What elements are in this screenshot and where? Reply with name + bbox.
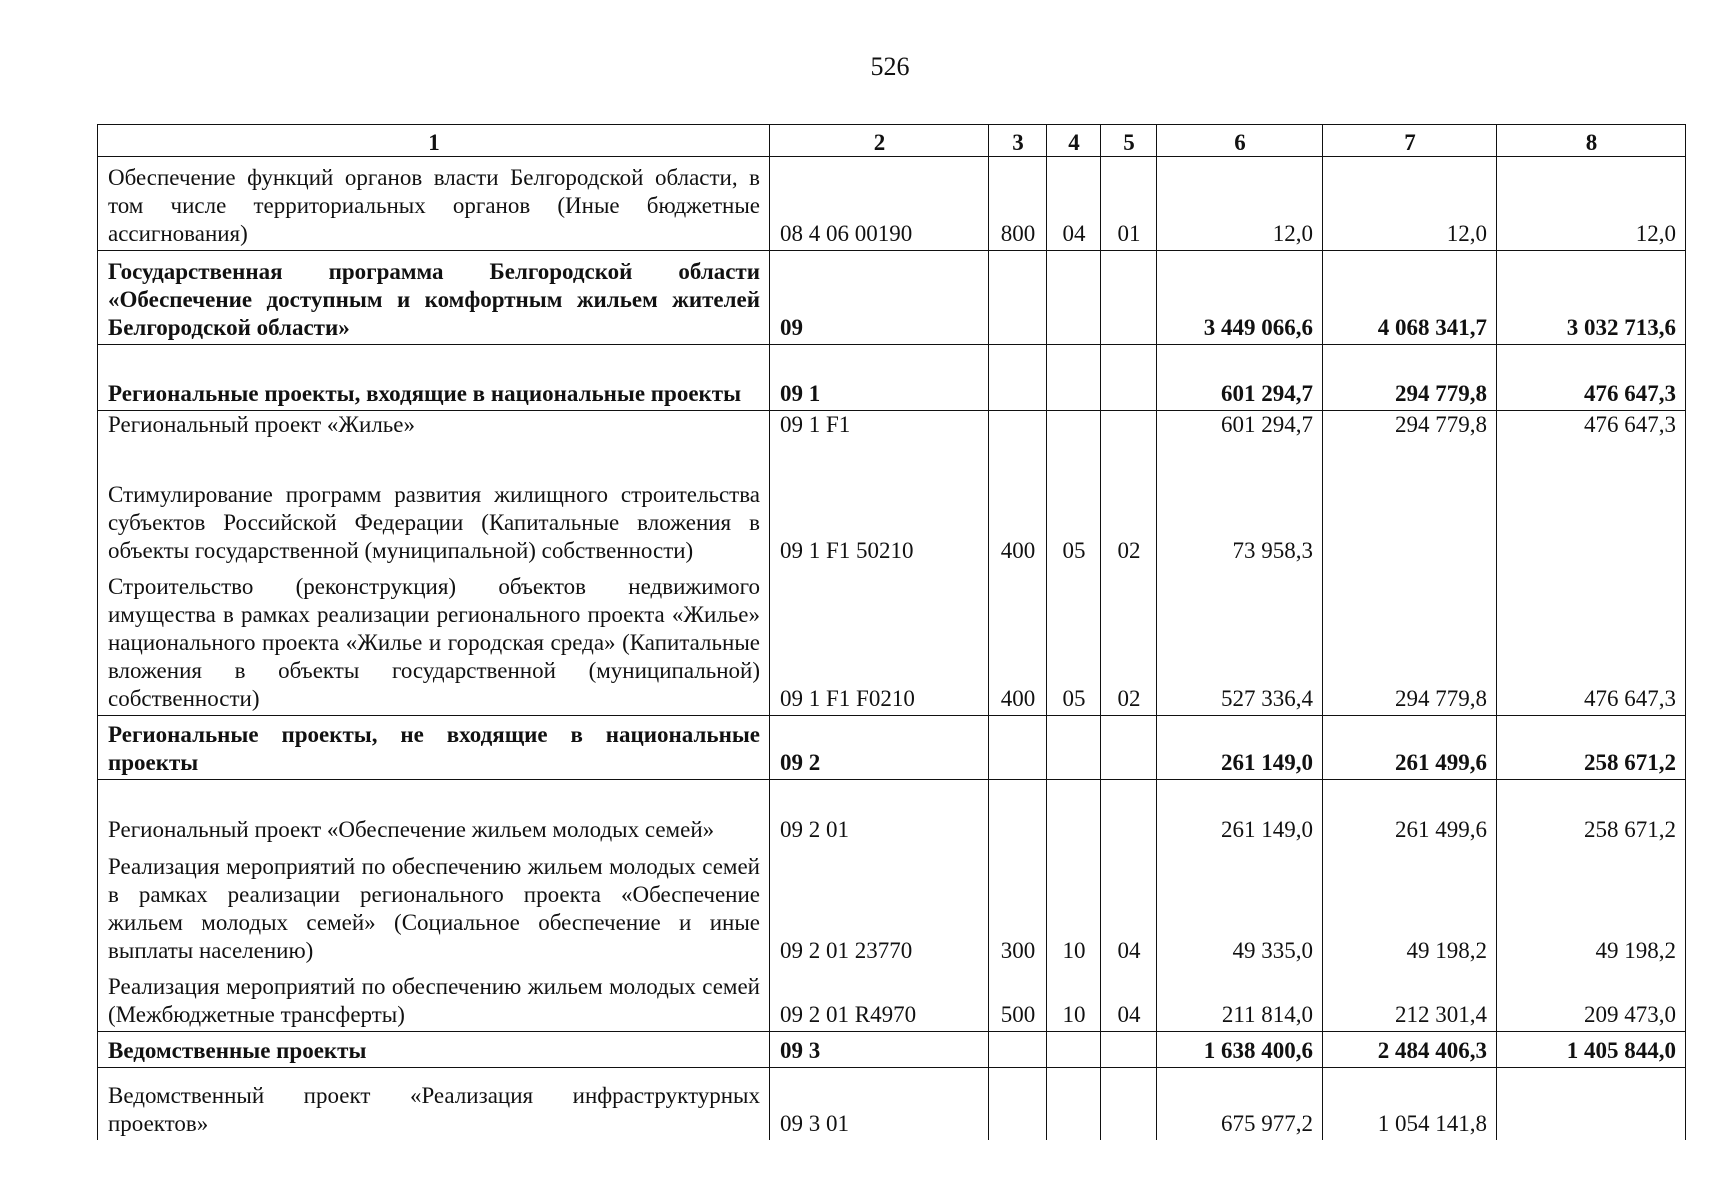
- row-name: Обеспечение функций органов власти Белгородской области, в том числе территориальных органов (Иные бюджетные ассигнования): [98, 157, 770, 251]
- row-code: 09 2 01 R4970: [770, 967, 989, 1032]
- row-col3: [989, 345, 1047, 411]
- row-col3: 400: [989, 448, 1047, 567]
- row-col3: [989, 780, 1047, 846]
- row-col7: 212 301,4: [1323, 967, 1497, 1032]
- row-code: 09 1: [770, 345, 989, 411]
- header-col-1: 1: [98, 125, 770, 157]
- row-col8: 476 647,3: [1497, 567, 1686, 716]
- row-col5: [1101, 345, 1157, 411]
- row-name: Региональный проект «Жилье»: [98, 411, 770, 448]
- row-col4: [1047, 716, 1101, 780]
- row-col6: 73 958,3: [1157, 448, 1323, 567]
- row-col6: 261 149,0: [1157, 716, 1323, 780]
- row-col8: 1 405 844,0: [1497, 1032, 1686, 1068]
- row-col7: 294 779,8: [1323, 411, 1497, 448]
- row-code: 09 3: [770, 1032, 989, 1068]
- row-col7: 2 484 406,3: [1323, 1032, 1497, 1068]
- row-code: 09 1 F1: [770, 411, 989, 448]
- row-name: Ведомственный проект «Реализация инфраструктурных проектов»: [98, 1068, 770, 1140]
- row-col6: 601 294,7: [1157, 411, 1323, 448]
- row-col4: [1047, 345, 1101, 411]
- header-col-8: 8: [1497, 125, 1686, 157]
- row-col7: 49 198,2: [1323, 846, 1497, 967]
- row-name: Реализация мероприятий по обеспечению жильем молодых семей (Межбюджетные трансферты): [98, 967, 770, 1032]
- row-col6: 261 149,0: [1157, 780, 1323, 846]
- row-col3: 300: [989, 846, 1047, 967]
- row-col8: 209 473,0: [1497, 967, 1686, 1032]
- row-col4: [1047, 780, 1101, 846]
- row-col3: 800: [989, 157, 1047, 251]
- row-col6: 49 335,0: [1157, 846, 1323, 967]
- row-col8: 258 671,2: [1497, 716, 1686, 780]
- row-col6: 601 294,7: [1157, 345, 1323, 411]
- row-col4: [1047, 411, 1101, 448]
- table-row: [98, 567, 1686, 716]
- row-col4: [1047, 1032, 1101, 1068]
- row-code: 09 1 F1 50210: [770, 448, 989, 567]
- row-col6: 1 638 400,6: [1157, 1032, 1323, 1068]
- row-col4: 05: [1047, 448, 1101, 567]
- row-col8: 12,0: [1497, 157, 1686, 251]
- row-col3: [989, 251, 1047, 345]
- table-row: [98, 251, 1686, 345]
- row-name: Стимулирование программ развития жилищного строительства субъектов Российской Федерации (Капитальные вложения в объекты государственной (муниципальной) собственности): [98, 448, 770, 567]
- header-row: [98, 125, 1686, 157]
- row-code: 09 1 F1 F0210: [770, 567, 989, 716]
- row-col4: 10: [1047, 967, 1101, 1032]
- row-col7: 261 499,6: [1323, 716, 1497, 780]
- table-row: [98, 780, 1686, 846]
- row-col4: [1047, 251, 1101, 345]
- row-col5: 02: [1101, 567, 1157, 716]
- row-code: 09 3 01: [770, 1068, 989, 1140]
- row-col8: [1497, 1068, 1686, 1140]
- row-col5: 04: [1101, 846, 1157, 967]
- row-code: 09 2 01 23770: [770, 846, 989, 967]
- row-col6: 527 336,4: [1157, 567, 1323, 716]
- row-col5: 02: [1101, 448, 1157, 567]
- row-col5: [1101, 1032, 1157, 1068]
- row-col8: 3 032 713,6: [1497, 251, 1686, 345]
- row-col5: [1101, 716, 1157, 780]
- budget-table: [97, 124, 1686, 1140]
- row-name: Строительство (реконструкция) объектов недвижимого имущества в рамках реализации регионального проекта «Жилье» национального проекта «Жилье и городская среда» (Капитальные вложения в объекты государственной (муниципальной) собственности): [98, 567, 770, 716]
- row-col8: [1497, 448, 1686, 567]
- row-code: 09 2: [770, 716, 989, 780]
- row-name: Региональные проекты, входящие в национальные проекты: [98, 345, 770, 411]
- row-col8: 476 647,3: [1497, 345, 1686, 411]
- table-row: [98, 846, 1686, 967]
- row-col5: [1101, 780, 1157, 846]
- row-name: Ведомственные проекты: [98, 1032, 770, 1068]
- row-col6: 211 814,0: [1157, 967, 1323, 1032]
- table-row: [98, 1068, 1686, 1140]
- table-row: [98, 157, 1686, 251]
- row-col3: [989, 411, 1047, 448]
- row-col5: 04: [1101, 967, 1157, 1032]
- row-col6: 3 449 066,6: [1157, 251, 1323, 345]
- row-col4: 04: [1047, 157, 1101, 251]
- table-row: [98, 967, 1686, 1032]
- row-col3: 500: [989, 967, 1047, 1032]
- row-col7: 294 779,8: [1323, 345, 1497, 411]
- table-row: [98, 345, 1686, 411]
- row-name: Реализация мероприятий по обеспечению жильем молодых семей в рамках реализации регионального проекта «Обеспечение жильем молодых семей» (Социальное обеспечение и иные выплаты населению): [98, 846, 770, 967]
- row-col5: 01: [1101, 157, 1157, 251]
- table-row: [98, 716, 1686, 780]
- row-col5: [1101, 411, 1157, 448]
- row-col8: 49 198,2: [1497, 846, 1686, 967]
- row-col3: [989, 1068, 1047, 1140]
- row-col5: [1101, 1068, 1157, 1140]
- row-col7: 294 779,8: [1323, 567, 1497, 716]
- header-col-7: 7: [1323, 125, 1497, 157]
- header-col-6: 6: [1157, 125, 1323, 157]
- row-name: Региональный проект «Обеспечение жильем молодых семей»: [98, 780, 770, 846]
- row-code: 08 4 06 00190: [770, 157, 989, 251]
- page-number: 526: [870, 52, 910, 81]
- row-col3: 400: [989, 567, 1047, 716]
- row-name: Государственная программа Белгородской области «Обеспечение доступным и комфортным жильем жителей Белгородской области»: [98, 251, 770, 345]
- header-col-5: 5: [1101, 125, 1157, 157]
- row-col3: [989, 1032, 1047, 1068]
- table-row: [98, 1032, 1686, 1068]
- row-col7: 1 054 141,8: [1323, 1068, 1497, 1140]
- row-col7: [1323, 448, 1497, 567]
- row-col7: 4 068 341,7: [1323, 251, 1497, 345]
- table-row: [98, 411, 1686, 448]
- row-col4: 10: [1047, 846, 1101, 967]
- header-col-3: 3: [989, 125, 1047, 157]
- row-col7: 12,0: [1323, 157, 1497, 251]
- header-col-4: 4: [1047, 125, 1101, 157]
- header-col-2: 2: [770, 125, 989, 157]
- row-col8: 258 671,2: [1497, 780, 1686, 846]
- row-col4: 05: [1047, 567, 1101, 716]
- row-code: 09: [770, 251, 989, 345]
- row-col7: 261 499,6: [1323, 780, 1497, 846]
- row-col4: [1047, 1068, 1101, 1140]
- table-row: [98, 448, 1686, 567]
- row-col6: 675 977,2: [1157, 1068, 1323, 1140]
- row-col6: 12,0: [1157, 157, 1323, 251]
- row-code: 09 2 01: [770, 780, 989, 846]
- row-col8: 476 647,3: [1497, 411, 1686, 448]
- row-name: Региональные проекты, не входящие в национальные проекты: [98, 716, 770, 780]
- row-col3: [989, 716, 1047, 780]
- row-col5: [1101, 251, 1157, 345]
